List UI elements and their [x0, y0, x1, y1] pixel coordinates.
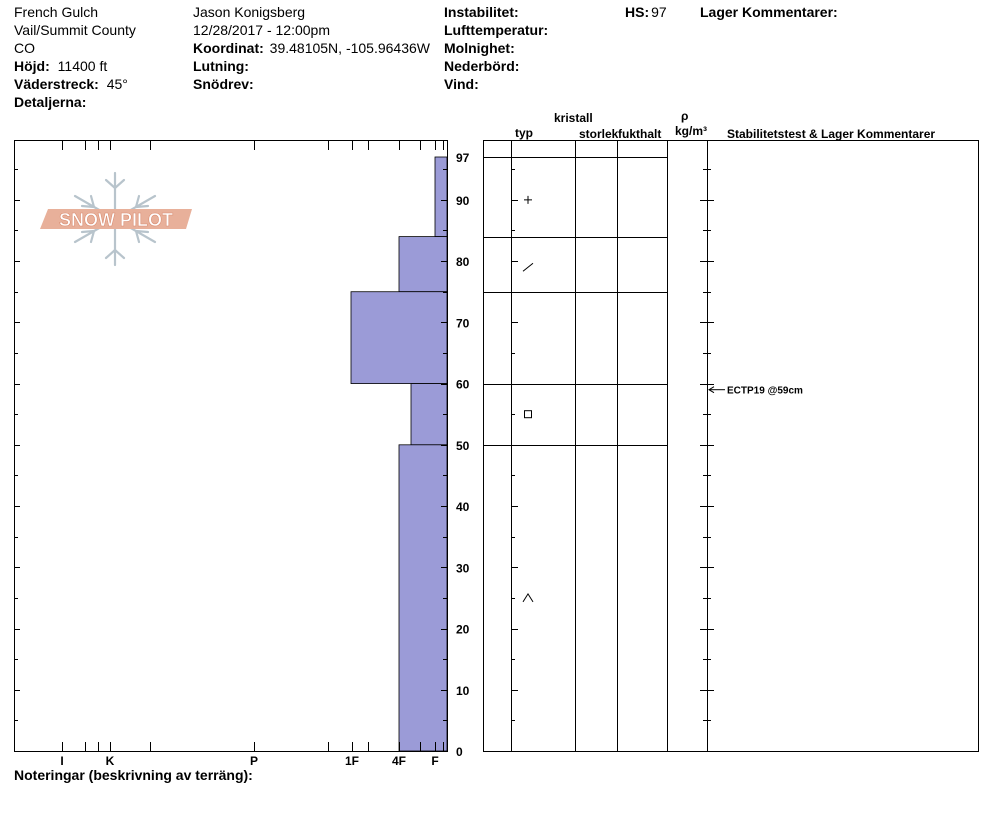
depth-hoar-caret-icon [523, 594, 533, 602]
state-name: CO [14, 40, 35, 56]
snow-height-value: 97 [651, 4, 667, 20]
depth-tick-label: 60 [456, 377, 470, 392]
hardness-layers [351, 157, 447, 751]
layer-comments-label: Lager Kommentarer: [700, 4, 838, 20]
hardness-tick-label: I [60, 754, 64, 768]
hardness-tick-label: 4F [391, 754, 407, 768]
region-name: Vail/Summit County [14, 22, 136, 38]
depth-tick-label: 0 [456, 745, 463, 759]
density-unit-header: kg/m³ [675, 124, 708, 138]
depth-tick-label: 30 [456, 561, 470, 576]
depth-tick-label: 70 [456, 316, 470, 331]
size-header: storlek [579, 127, 619, 141]
snowpilot-logo-text: SNOW PILOT [59, 210, 173, 230]
hardness-tick-label: 1F [344, 754, 360, 768]
slope-label: Lutning: [193, 58, 249, 74]
coordinate-value: 39.48105N, -105.96436W [269, 40, 430, 56]
aspect-label: Väderstreck: [14, 76, 99, 92]
stability-tests [709, 386, 803, 397]
hardness-layer-bar [399, 237, 447, 292]
snowpilot-logo [40, 173, 192, 265]
precipitation-label: Nederbörd: [444, 58, 520, 74]
precipitation-particles-plus-icon [524, 196, 532, 204]
terrain-notes-label: Noteringar (beskrivning av terräng): [14, 767, 253, 783]
hardness-axis-ticks [60, 141, 443, 768]
faceted-crystals-square-icon [525, 411, 532, 418]
stability-header: Stabilitetstest & Lager Kommentarer [727, 127, 936, 141]
rho-header: ρ [681, 109, 689, 123]
depth-tick-label: 40 [456, 500, 470, 515]
aspect-value: 45° [106, 76, 128, 92]
wind-loading-label: Snödrev: [193, 76, 254, 92]
depth-tick-label: 97 [456, 151, 470, 165]
depth-tick-label: 20 [456, 622, 470, 637]
right-depth-ticks [511, 170, 714, 752]
coordinate-label: Koordinat: [193, 40, 264, 56]
hardness-layer-bar [399, 445, 447, 751]
decomposing-fragments-slash-icon [523, 263, 533, 271]
type-header: typ [515, 126, 533, 140]
hardness-plot-frame [15, 141, 448, 752]
instability-label: Instabilitet: [444, 4, 519, 20]
depth-tick-label: 90 [456, 193, 470, 208]
depth-tick-label: 50 [456, 438, 470, 453]
crystal-header: kristall [554, 111, 593, 125]
elevation-value: 11400 ft [57, 58, 108, 74]
moisture-header: fukthalt [618, 127, 662, 141]
elevation-label: Höjd: [14, 58, 50, 74]
wind-label: Vind: [444, 76, 479, 92]
hardness-tick-label: P [249, 754, 259, 768]
hardness-layer-bar [435, 157, 447, 237]
observer-name: Jason Konigsberg [193, 4, 306, 20]
location-name: French Gulch [14, 4, 99, 20]
depth-tick-label: 10 [456, 683, 470, 698]
details-label: Detaljerna: [14, 94, 87, 110]
hardness-layer-bar [351, 292, 447, 384]
hardness-tick-label: K [105, 754, 115, 768]
crystal-symbols [523, 196, 533, 602]
hardness-tick-label: F [431, 754, 439, 768]
depth-tick-label: 80 [456, 255, 470, 270]
snow-height-label: HS: [625, 4, 650, 20]
hardness-layer-bar [411, 384, 447, 445]
stability-test-marker [709, 386, 803, 397]
sky-cover-label: Molnighet: [444, 40, 515, 56]
air-temperature-label: Lufttemperatur: [444, 22, 549, 38]
stability-test-label: ECTP19 @59cm [727, 385, 803, 397]
observation-datetime: 12/28/2017 - 12:00pm [193, 22, 330, 38]
